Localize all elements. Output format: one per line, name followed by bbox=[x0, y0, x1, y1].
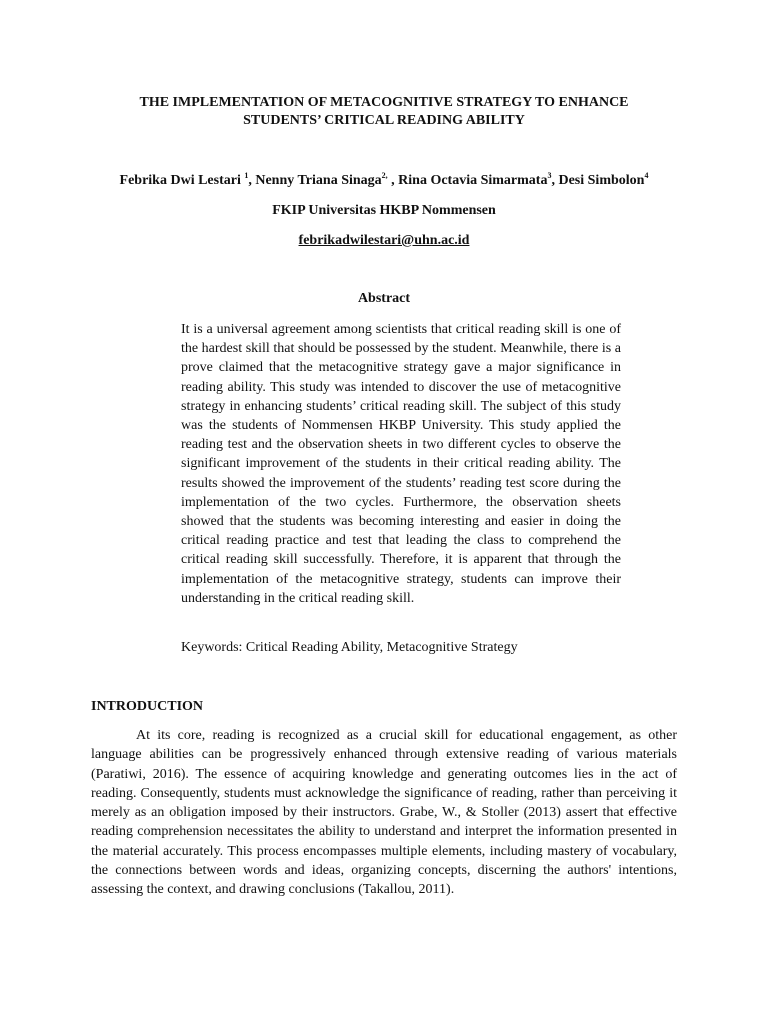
author-separator: , bbox=[248, 173, 256, 188]
affiliation: FKIP Universitas HKBP Nommensen bbox=[272, 203, 496, 218]
author-email-link[interactable]: febrikadwilestari@uhn.ac.id bbox=[298, 233, 470, 248]
author-affiliation-mark: 3 bbox=[547, 171, 552, 180]
author-separator: , bbox=[387, 173, 399, 188]
author-name: Rina Octavia Simarmata bbox=[398, 173, 548, 188]
author-affiliation-mark: 1 bbox=[244, 171, 249, 180]
introduction-heading: INTRODUCTION bbox=[91, 699, 204, 714]
author-name: Desi Simbolon bbox=[558, 173, 645, 188]
author-affiliation-mark: 4 bbox=[644, 171, 649, 180]
author-affiliation-mark: 2, bbox=[381, 171, 388, 180]
abstract-heading: Abstract bbox=[357, 291, 411, 306]
keywords: Keywords: Critical Reading Ability, Metacognitive Strategy bbox=[181, 640, 518, 655]
paper-title bbox=[60, 94, 708, 130]
author-separator: , bbox=[551, 173, 559, 188]
paper-title-line-1: THE IMPLEMENTATION OF METACOGNITIVE STRATEGY TO ENHANCE bbox=[139, 95, 629, 110]
abstract-body: It is a universal agreement among scientists that critical reading skill is one of the hardest skill that should be possessed by the student. Meanwhile, there is a prove claimed that the metacognitive strategy gave a major significance in reading ability. This study was intended to discover the use of metacognitive strategy in enhancing students’ critical reading skill. The subject of this study was the students of Nommensen HKBP University. This study applied the reading test and the observation sheets in two different cycles to observe the significant improvement of the students in their critical reading ability. The results showed the improvement of the students’ reading test score during the implementation of the two cycles. Furthermore, the observation sheets showed that the students was becoming interesting and easier in doing the critical reading practice and test that leading the class to comprehend the critical reading skill successfully. Therefore, it is apparent that through the implementation of the metacognitive strategy, students can improve their understanding in the critical reading skill. bbox=[181, 322, 621, 606]
introduction-paragraph: At its core, reading is recognized as a crucial skill for educational engagement, as other language abilities can be progressively enhanced through extensive reading of various materials (Paratiwi, 2016). The essence of acquiring knowledge and generating outcomes lies in the act of reading. Consequently, students must acknowledge the significance of reading, rather than perceiving it merely as an obligation imposed by their instructors. Grabe, W., & Stoller (2013) assert that effective reading comprehension necessitates the ability to understand and interpret the information presented in the material accurately. This process encompasses multiple elements, including mastery of vocabulary, the connections between words and ideas, organizing concepts, discerning the authors' intentions, assessing the context, and drawing conclusions (Takallou, 2011). bbox=[91, 728, 677, 898]
author-list bbox=[40, 172, 728, 190]
author-name: Nenny Triana Sinaga bbox=[255, 173, 382, 188]
author-name: Febrika Dwi Lestari bbox=[119, 173, 245, 188]
paper-title-line-2: STUDENTS’ CRITICAL READING ABILITY bbox=[243, 113, 525, 128]
author-email bbox=[60, 232, 708, 250]
